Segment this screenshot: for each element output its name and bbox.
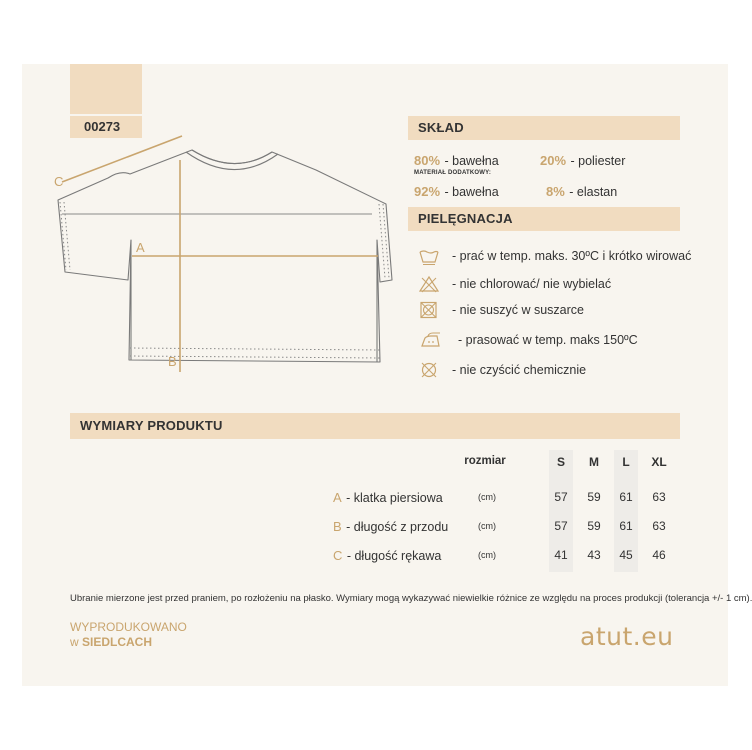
care-text: - nie chlorować/ nie wybielać xyxy=(452,277,612,291)
dim-unit: (cm) xyxy=(478,492,496,502)
care-item-iron xyxy=(418,330,638,350)
dim-value: 61 xyxy=(619,519,633,533)
product-code: 00273 xyxy=(70,116,142,138)
dim-value: 46 xyxy=(652,548,666,562)
dim-row-c-label xyxy=(333,547,441,565)
no-dry-clean-icon xyxy=(418,361,440,379)
dim-value: 59 xyxy=(587,519,601,533)
composition-pct: 92% xyxy=(414,184,441,199)
made-prefix: w xyxy=(70,635,82,649)
composition-material: - bawełna xyxy=(444,154,499,168)
made-city: SIEDLCACH xyxy=(82,635,153,649)
dim-value: 41 xyxy=(554,548,568,562)
dimensions-header: WYMIARY PRODUKTU xyxy=(70,413,680,439)
dim-value: 59 xyxy=(587,490,601,504)
label-c: C xyxy=(54,174,64,189)
dim-value: 63 xyxy=(652,519,666,533)
size-header: rozmiar xyxy=(464,455,506,467)
composition-pct: 80% xyxy=(414,153,441,168)
dim-row-a-label xyxy=(333,489,443,507)
made-in-label xyxy=(70,620,187,650)
size-l: L xyxy=(622,455,630,469)
size-s: S xyxy=(556,455,565,469)
composition-row-2-left xyxy=(414,183,499,201)
label-a: A xyxy=(136,240,145,255)
size-xl: XL xyxy=(651,455,667,469)
care-item-dry xyxy=(418,300,584,320)
composition-material: - poliester xyxy=(570,154,626,168)
iron-150-icon xyxy=(418,331,444,349)
care-text: - nie czyścić chemicznie xyxy=(452,363,587,377)
care-header: PIELĘGNACJA xyxy=(408,207,680,231)
composition-row-1-left xyxy=(414,152,499,170)
composition-pct: 20% xyxy=(540,153,567,168)
dim-value: 43 xyxy=(587,548,601,562)
dim-value: 45 xyxy=(619,548,633,562)
dim-letter: A xyxy=(333,490,342,505)
code-tag-top xyxy=(70,64,142,114)
dim-label: - długość z przodu xyxy=(346,520,449,534)
dim-unit: (cm) xyxy=(478,521,496,531)
size-m: M xyxy=(589,455,599,469)
composition-row-2-right xyxy=(546,183,617,201)
composition-row-1-right xyxy=(540,152,625,170)
dim-value: 61 xyxy=(619,490,633,504)
tshirt-diagram xyxy=(40,140,410,400)
label-b: B xyxy=(168,354,177,369)
care-text: - nie suszyć w suszarce xyxy=(452,303,584,317)
composition-material: - elastan xyxy=(569,185,618,199)
dim-label: - długość rękawa xyxy=(346,549,442,563)
composition-pct: 8% xyxy=(546,184,565,199)
composition-material: - bawełna xyxy=(444,185,499,199)
dim-letter: C xyxy=(333,548,343,563)
no-tumble-dry-icon xyxy=(418,301,440,319)
care-item-wash xyxy=(418,246,691,266)
dim-label: - klatka piersiowa xyxy=(346,491,443,505)
made-line-1: WYPRODUKOWANO xyxy=(70,620,187,634)
dim-value: 57 xyxy=(554,519,568,533)
dim-value: 57 xyxy=(554,490,568,504)
care-item-dryclean xyxy=(418,360,586,380)
care-text: - prasować w temp. maks 150ºC xyxy=(458,333,638,347)
care-text: - prać w temp. maks. 30ºC i krótko wirować xyxy=(452,249,692,263)
care-item-bleach xyxy=(418,274,611,294)
dim-row-b-label xyxy=(333,518,448,536)
wash-30-gentle-icon xyxy=(418,247,440,265)
composition-header: SKŁAD xyxy=(408,116,680,140)
dim-value: 63 xyxy=(652,490,666,504)
measurement-note: Ubranie mierzone jest przed praniem, po rozłożeniu na płasko. Wymiary mogą wykazywać niewielkie różnice ze względu na proces produkcji (tolerancja +/- 1 cm). xyxy=(70,593,752,604)
brand-logo: atut.eu xyxy=(580,622,674,651)
dim-letter: B xyxy=(333,519,342,534)
made-line-2 xyxy=(70,635,187,650)
dim-unit: (cm) xyxy=(478,550,496,560)
extra-material-label: MATERIAŁ DODATKOWY: xyxy=(414,170,492,176)
no-bleach-icon xyxy=(418,275,440,293)
